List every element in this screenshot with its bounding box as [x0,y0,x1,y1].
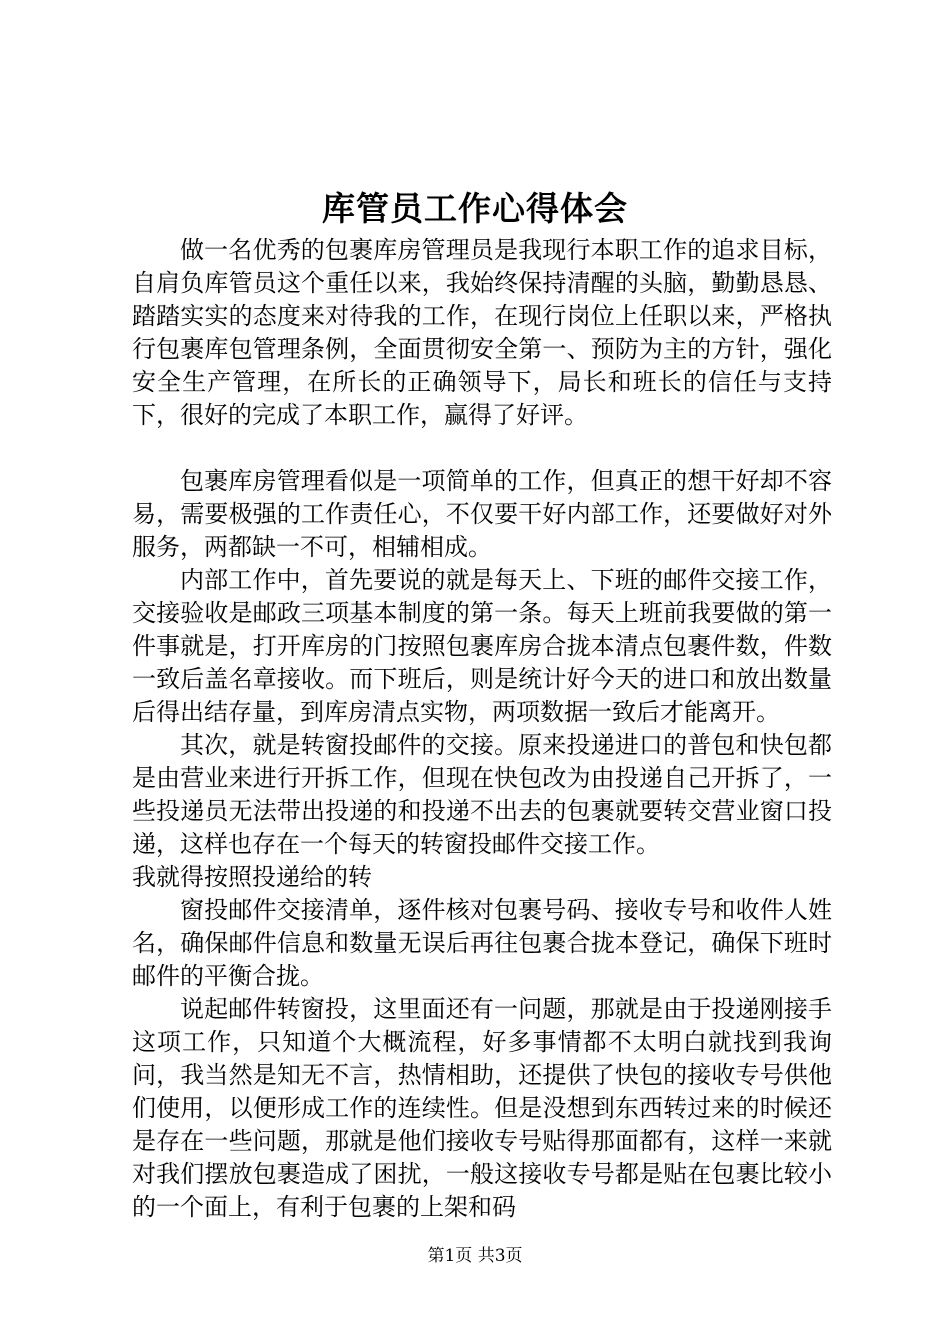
paragraph: 说起邮件转窗投，这里面还有一问题，那就是由于投递刚接手这项工作，只知道个大概流程，好多事情都不太明白就找到我询问，我当然是知无不言，热情相助，还提供了快包的接收专号供他们使用，以便形成工作的连续性。但是没想到东西转过来的时候还是存在一些问题，那就是他们接收专号贴得那面都有，这样一来就对我们摆放包裹造成了困扰，一般这接收专号都是贴在包裹比较小的一个面上，有利于包裹的上架和码 [132,995,832,1221]
document-body [132,234,832,1224]
document-title: 库管员工作心得体会 [322,189,628,228]
paragraph: 包裹库房管理看似是一项简单的工作，但真正的想干好却不容易，需要极强的工作责任心，不仅要干好内部工作，还要做好对外服务，两都缺一不可，相辅相成。 [132,467,832,561]
paragraph: 做一名优秀的包裹库房管理员是我现行本职工作的追求目标，自肩负库管员这个重任以来，我始终保持清醒的头脑，勤勤恳恳、踏踏实实的态度来对待我的工作，在现行岗位上任职以来，严格执行包裹库包管理条例，全面贯彻安全第一、预防为主的方针，强化安全生产管理，在所长的正确领导下，局长和班长的信任与支持下，很好的完成了本职工作，赢得了好评。 [132,236,832,429]
paragraph: 窗投邮件交接清单，逐件核对包裹号码、接收专号和收件人姓名，确保邮件信息和数量无误后再往包裹合拢本登记，确保下班时邮件的平衡合拢。 [132,896,832,990]
paragraph: 其次，就是转窗投邮件的交接。原来投递进口的普包和快包都是由营业来进行开拆工作，但现在快包改为由投递自己开拆了，一些投递员无法带出投递的和投递不出去的包裹就要转交营业窗口投递，这样也存在一个每天的转窗投邮件交接工作。 [132,731,832,858]
paragraph: 内部工作中，首先要说的就是每天上、下班的邮件交接工作，交接验收是邮政三项基本制度的第一条。每天上班前我要做的第一件事就是，打开库房的门按照包裹库房合拢本清点包裹件数，件数一致后盖名章接收。而下班后，则是统计好今天的进口和放出数量后得出结存量，到库房清点实物，两项数据一致后才能离开。 [132,566,832,726]
page-footer: 第1页 共3页 [427,1246,523,1266]
paragraph: 我就得按照投递给的转 [132,863,372,891]
